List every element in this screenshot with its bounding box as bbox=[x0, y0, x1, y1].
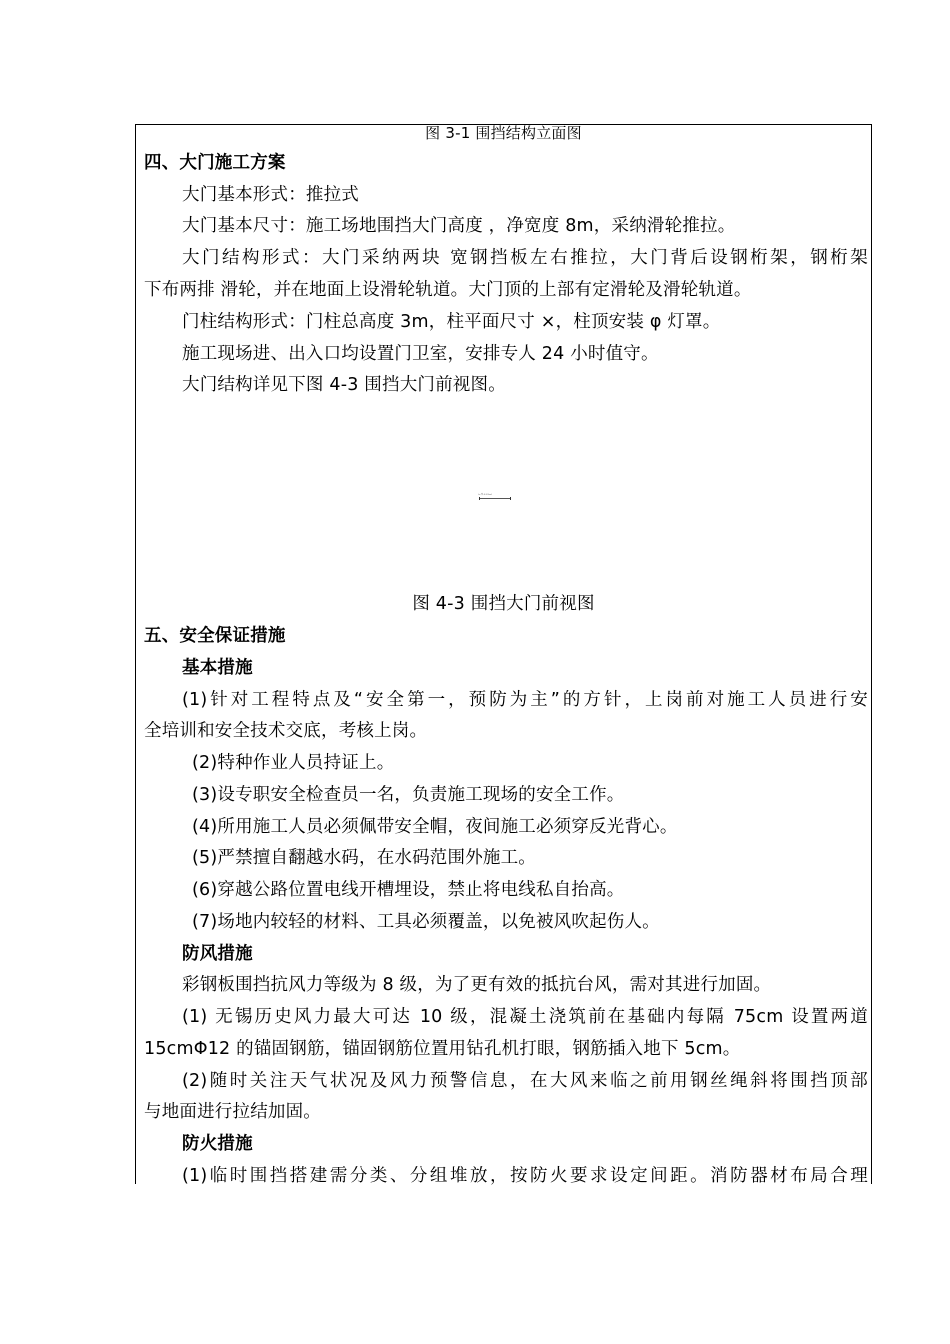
paragraph-line: 大门结构形式：大门采纳两块 宽钢挡板左右推拉，大门背后设钢桁架，钢桁架 bbox=[182, 248, 868, 268]
paragraph-line: 彩钢板围挡抗风力等级为 8 级，为了更有效的抵抗台风，需对其进行加固。 bbox=[182, 975, 772, 995]
basic-measures-heading: 基本措施 bbox=[182, 658, 253, 678]
paragraph-line: (2)随时关注天气状况及风力预警信息，在大风来临之前用钢丝绳斜将围挡顶部 bbox=[182, 1071, 868, 1091]
paragraph-line: (3)设专职安全检查员一名，负责施工现场的安全工作。 bbox=[192, 785, 625, 805]
section-5-heading: 五、安全保证措施 bbox=[144, 626, 286, 646]
paragraph-line: (2)特种作业人员持证上。 bbox=[192, 753, 395, 773]
paragraph-line: (7)场地内较轻的材料、工具必须覆盖，以免被风吹起伤人。 bbox=[192, 912, 660, 932]
paragraph-line: 大门基本尺寸：施工场地围挡大门高度 ，净宽度 8m，采纳滑轮推拉。 bbox=[182, 216, 736, 236]
paragraph-line: 15cmΦ12 的锚固钢筋，锚固钢筋位置用钻孔机打眼，钢筋插入地下 5cm。 bbox=[144, 1039, 741, 1059]
fire-measures-heading: 防火措施 bbox=[182, 1134, 253, 1154]
wind-measures-heading: 防风措施 bbox=[182, 944, 253, 964]
gate-front-view-figure bbox=[479, 497, 511, 500]
paragraph-line: 大门基本形式：推拉式 bbox=[182, 185, 359, 205]
paragraph-line: (4)所用施工人员必须佩带安全帽，夜间施工必须穿反光背心。 bbox=[192, 817, 678, 837]
paragraph-line: 门柱结构形式：门柱总高度 3m，柱平面尺寸 ×，柱顶安装 φ 灯罩。 bbox=[182, 312, 721, 332]
paragraph-line: 施工现场进、出入口均设置门卫室，安排专人 24 小时值守。 bbox=[182, 344, 659, 364]
paragraph-line: (1)针对工程特点及“安全第一，预防为主”的方针，上岗前对施工人员进行安 bbox=[182, 690, 868, 710]
section-4-heading: 四、大门施工方案 bbox=[144, 153, 286, 173]
paragraph-line: 全培训和安全技术交底，考核上岗。 bbox=[144, 721, 428, 741]
paragraph-line: (1) 无锡历史风力最大可达 10 级，混凝土浇筑前在基础内每隔 75cm 设置两道 bbox=[182, 1007, 868, 1027]
figure-caption-4-3: 图 4-3 围挡大门前视图 bbox=[412, 594, 595, 614]
paragraph-line: (1)临时围挡搭建需分类、分组堆放，按防火要求设定间距。消防器材布局合理 bbox=[182, 1166, 868, 1186]
paragraph-line: 大门结构详见下图 4-3 围挡大门前视图。 bbox=[182, 375, 506, 395]
figure-embedded-text: Lo 图 4-3 Roof bbox=[478, 494, 492, 496]
paragraph-line: 下布两排 滑轮，并在地面上设滑轮轨道。大门顶的上部有定滑轮及滑轮轨道。 bbox=[144, 280, 752, 300]
paragraph-line: (6)穿越公路位置电线开槽埋设，禁止将电线私自抬高。 bbox=[192, 880, 625, 900]
paragraph-line: 与地面进行拉结加固。 bbox=[144, 1102, 321, 1122]
paragraph-line: (5)严禁擅自翻越水码，在水码范围外施工。 bbox=[192, 848, 536, 868]
figure-caption-3-1: 图 3-1 围挡结构立面图 bbox=[425, 124, 582, 142]
